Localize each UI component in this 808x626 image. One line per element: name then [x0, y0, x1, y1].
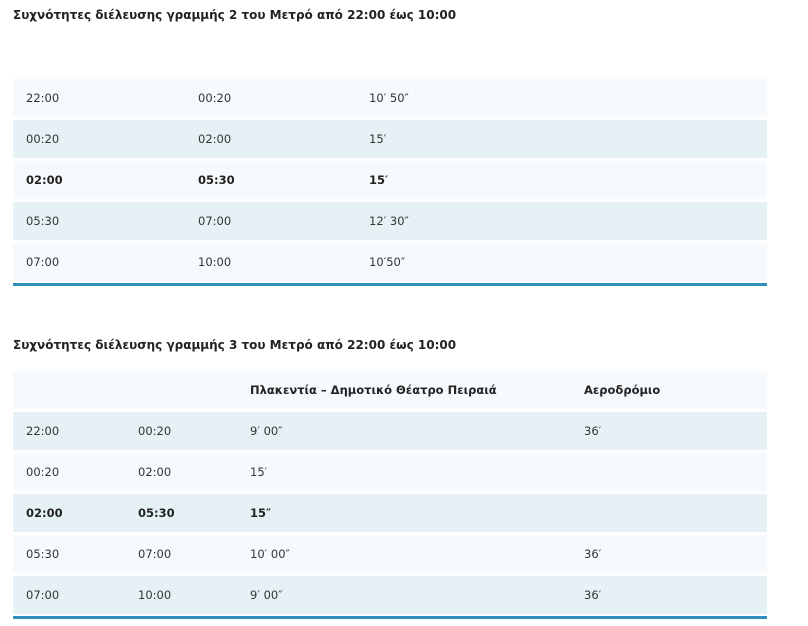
time-from: 02:00: [26, 173, 63, 187]
table-row: [13, 494, 767, 532]
table-row: [13, 576, 767, 614]
table-row: [13, 453, 767, 491]
header-airport: Αεροδρόμιο: [584, 383, 661, 397]
frequency: 12′ 30″: [369, 214, 409, 228]
time-from: 22:00: [26, 91, 60, 105]
frequency: 15′: [250, 465, 268, 479]
header-plakentia-piraeus: Πλακεντία – Δημοτικό Θέατρο Πειραιά: [250, 383, 497, 397]
time-from: 05:30: [26, 214, 60, 228]
frequency: 15″: [250, 506, 272, 520]
frequency: 10′ 00″: [250, 547, 290, 561]
time-from: 07:00: [26, 255, 60, 269]
time-to: 05:30: [138, 506, 175, 520]
time-from: 02:00: [26, 506, 63, 520]
line-3-heading: Συχνότητες διέλευσης γραμμής 3 του Μετρό από 22:00 έως 10:00: [13, 338, 457, 352]
time-to: 00:20: [198, 91, 232, 105]
line-2-heading: Συχνότητες διέλευσης γραμμής 2 του Μετρό από 22:00 έως 10:00: [13, 8, 457, 22]
time-to: 10:00: [138, 588, 172, 602]
frequency: 15′: [369, 132, 387, 146]
frequency: 10′ 50″: [369, 91, 409, 105]
time-from: 22:00: [26, 424, 60, 438]
line-3-frequency-table: [13, 371, 767, 619]
airport-frequency: 36′: [584, 424, 602, 438]
table-row: [13, 243, 767, 281]
frequency: 9′ 00″: [250, 424, 283, 438]
airport-frequency: 36′: [584, 547, 602, 561]
frequency: 9′ 00″: [250, 588, 283, 602]
time-to: 10:00: [198, 255, 232, 269]
time-from: 07:00: [26, 588, 60, 602]
time-to: 07:00: [138, 547, 172, 561]
table-row: [13, 79, 767, 117]
table-row: [13, 161, 767, 199]
time-from: 00:20: [26, 465, 60, 479]
frequency: 15′: [369, 173, 389, 187]
airport-frequency: 36′: [584, 588, 602, 602]
table-row: [13, 120, 767, 158]
time-from: 05:30: [26, 547, 60, 561]
table-row: [13, 535, 767, 573]
time-from: 00:20: [26, 132, 60, 146]
table-row: [13, 202, 767, 240]
frequency: 10′50″: [369, 255, 406, 269]
time-to: 05:30: [198, 173, 235, 187]
time-to: 07:00: [198, 214, 232, 228]
time-to: 02:00: [138, 465, 172, 479]
time-to: 02:00: [198, 132, 232, 146]
table-row: [13, 412, 767, 450]
table-header-row: [13, 371, 767, 409]
line-2-frequency-table: [13, 79, 767, 286]
time-to: 00:20: [138, 424, 172, 438]
